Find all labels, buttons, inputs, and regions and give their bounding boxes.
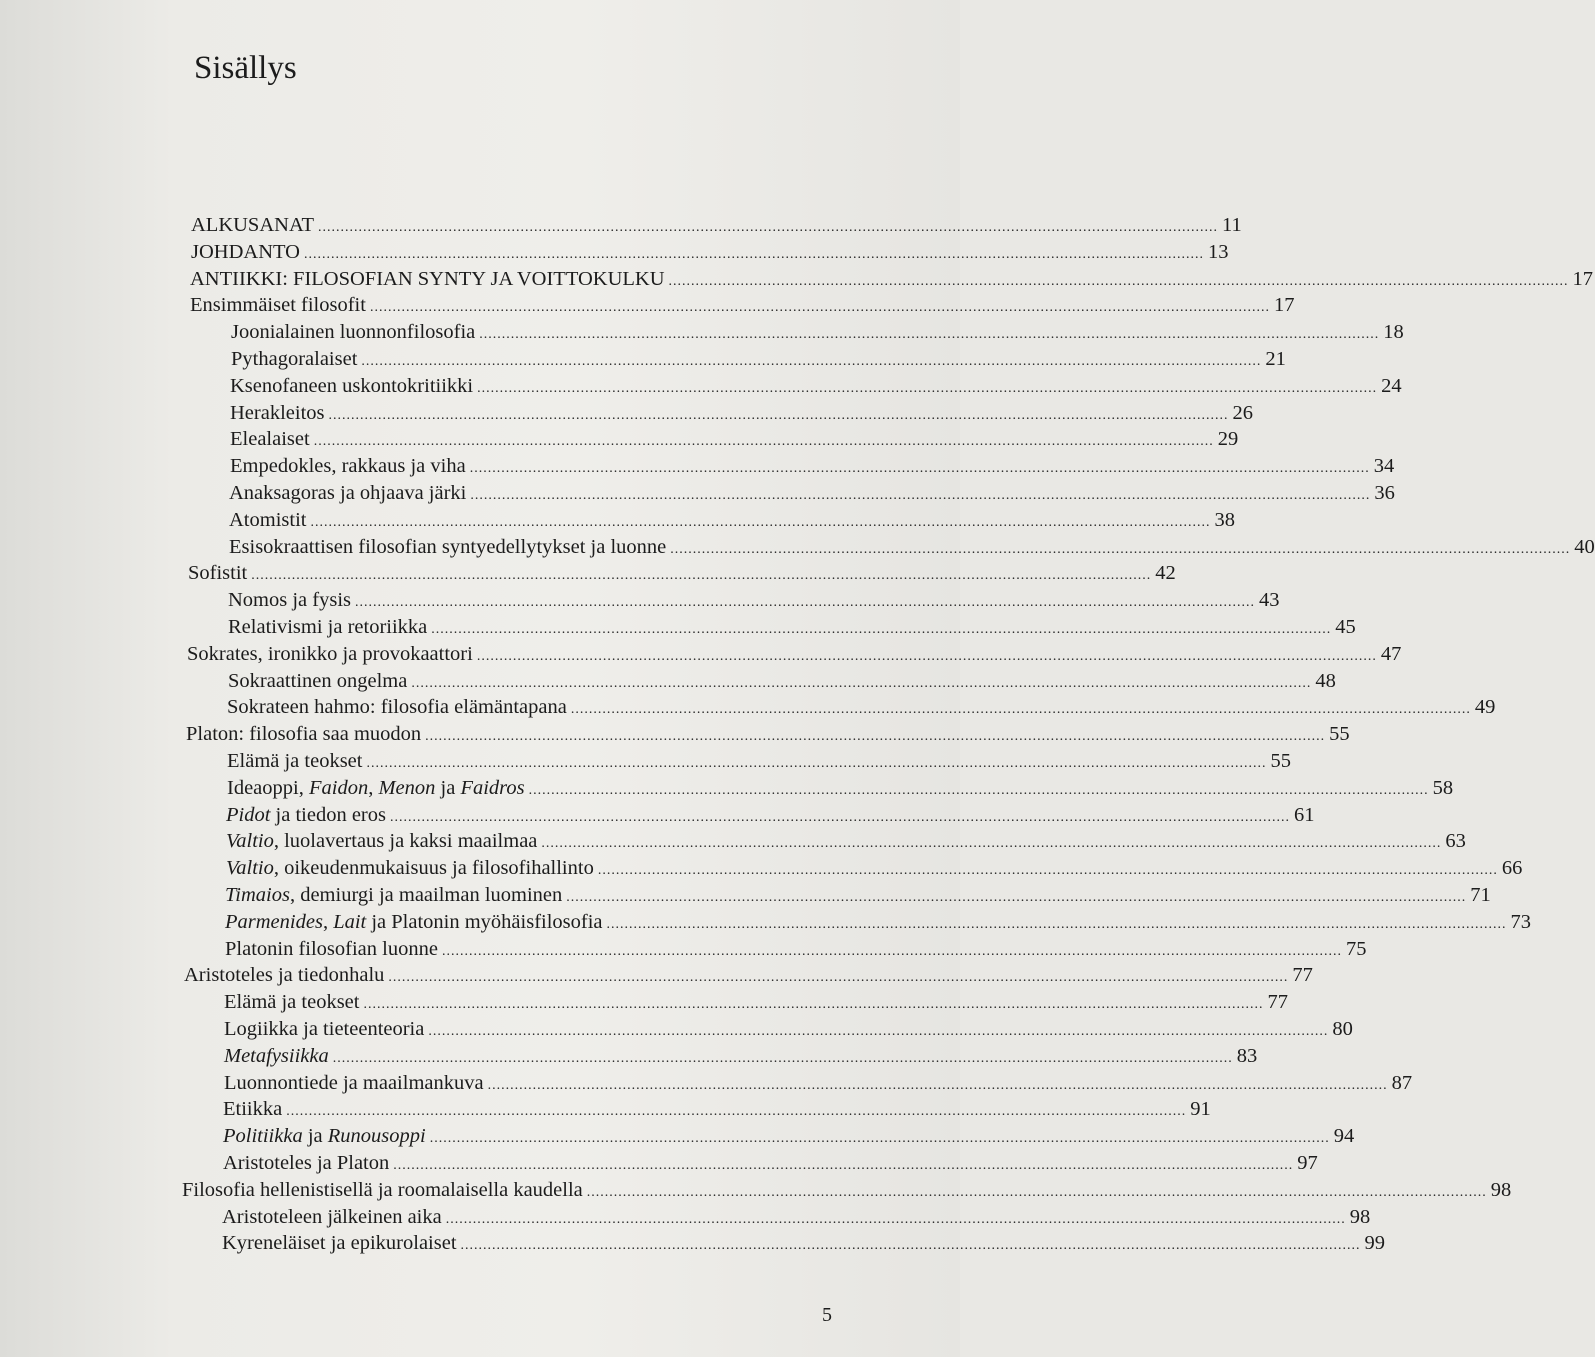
toc-entry bbox=[223, 1096, 1211, 1122]
toc-entry-title: Sofistit bbox=[188, 562, 248, 584]
toc-entry bbox=[190, 266, 1594, 292]
dot-leader: ........................................................................................................................................................................................................ bbox=[670, 542, 1571, 557]
dot-leader: ........................................................................................................................................................................................................ bbox=[328, 408, 1229, 423]
dot-leader: ........................................................................................................................................................................................................ bbox=[361, 354, 1262, 369]
toc-entry-page: 61 bbox=[1294, 804, 1315, 826]
toc-entry-page: 97 bbox=[1297, 1152, 1318, 1174]
toc-entry-title: Joonialainen luonnonfilosofia bbox=[231, 321, 476, 343]
toc-entry-title: Logiikka ja tieteenteoria bbox=[224, 1018, 425, 1040]
toc-entry-page: 43 bbox=[1259, 589, 1280, 611]
dot-leader: ........................................................................................................................................................................................................ bbox=[310, 515, 1211, 530]
dot-leader: ........................................................................................................................................................................................................ bbox=[470, 488, 1371, 503]
dot-leader: ........................................................................................................................................................................................................ bbox=[668, 274, 1569, 289]
dot-leader: ........................................................................................................................................................................................................ bbox=[441, 944, 1342, 959]
toc-entry bbox=[225, 936, 1367, 962]
toc-entry-title: Valtio, oikeudenmukaisuus ja filosofihallinto bbox=[226, 857, 594, 879]
toc-entry-title: Sokraattinen ongelma bbox=[228, 670, 408, 692]
page-title: Sisällys bbox=[194, 50, 297, 86]
dot-leader: ........................................................................................................................................................................................................ bbox=[332, 1051, 1233, 1066]
toc-entry-page: 63 bbox=[1445, 830, 1466, 852]
toc-entry bbox=[224, 989, 1288, 1015]
dot-leader: ........................................................................................................................................................................................................ bbox=[303, 247, 1204, 262]
toc-entry bbox=[228, 614, 1356, 640]
toc-entry bbox=[182, 1177, 1512, 1203]
toc-entry-title: Nomos ja fysis bbox=[228, 589, 351, 611]
toc-entry-page: 91 bbox=[1190, 1098, 1211, 1120]
toc-entry-title: Ksenofaneen uskontokritiikki bbox=[230, 375, 474, 397]
toc-entry bbox=[222, 1230, 1386, 1256]
toc-entry-title: Filosofia hellenistisellä ja roomalaisella kaudella bbox=[182, 1179, 583, 1201]
toc-entry bbox=[223, 1123, 1355, 1149]
toc-entry-title: Elämä ja teokset bbox=[224, 991, 360, 1013]
toc-entry bbox=[230, 373, 1402, 399]
dot-leader: ........................................................................................................................................................................................................ bbox=[355, 595, 1255, 610]
toc-entry-title: Sokrates, ironikko ja provokaattori bbox=[187, 643, 473, 665]
toc-entry bbox=[224, 1070, 1413, 1096]
dot-leader: ........................................................................................................................................................................................................ bbox=[390, 810, 1290, 825]
dot-leader: ........................................................................................................................................................................................................ bbox=[425, 729, 1326, 744]
dot-leader: ........................................................................................................................................................................................................ bbox=[318, 220, 1218, 235]
dot-leader: ........................................................................................................................................................................................................ bbox=[597, 863, 1498, 878]
toc-entry-title: Ideaoppi, Faidon, Menon ja Faidros bbox=[227, 777, 525, 799]
toc-entry-page: 42 bbox=[1155, 562, 1176, 584]
toc-entry-title: Relativismi ja retoriikka bbox=[228, 616, 428, 638]
toc-entry-page: 29 bbox=[1217, 428, 1239, 450]
toc-entry-title: Timaios, demiurgi ja maailman luominen bbox=[225, 884, 563, 906]
toc-entry bbox=[231, 346, 1286, 372]
toc-entry bbox=[229, 480, 1395, 506]
toc-entry bbox=[229, 507, 1235, 533]
toc-entry-title: ALKUSANAT bbox=[191, 214, 314, 236]
dot-leader: ........................................................................................................................................................................................................ bbox=[477, 381, 1378, 396]
toc-entry-page: 99 bbox=[1364, 1232, 1386, 1254]
toc-entry-title: Anaksagoras ja ohjaava järki bbox=[229, 482, 467, 504]
toc-entry bbox=[226, 802, 1315, 828]
toc-entry bbox=[226, 828, 1466, 854]
toc-entry-title: Valtio, luolavertaus ja kaksi maailmaa bbox=[226, 830, 538, 852]
toc-entry-title: Empedokles, rakkaus ja viha bbox=[230, 455, 466, 477]
toc-entry-title: Esisokraattisen filosofian syntyedellytykset ja luonne bbox=[229, 536, 667, 558]
toc-entry-title: Luonnontiede ja maailmankuva bbox=[224, 1072, 484, 1094]
toc-entry-title: Aristoteles ja tiedonhalu bbox=[184, 964, 385, 986]
toc-entry-title: Herakleitos bbox=[230, 402, 325, 424]
toc-entry-page: 49 bbox=[1474, 696, 1496, 718]
toc-entry-page: 66 bbox=[1501, 857, 1523, 879]
toc-entry-page: 13 bbox=[1207, 241, 1229, 263]
dot-leader: ........................................................................................................................................................................................................ bbox=[286, 1104, 1187, 1119]
dot-leader: ........................................................................................................................................................................................................ bbox=[541, 836, 1442, 851]
toc-entry bbox=[187, 641, 1402, 667]
dot-leader: ........................................................................................................................................................................................................ bbox=[445, 1212, 1346, 1227]
toc-entry-title: Atomistit bbox=[229, 509, 307, 531]
toc-entry-title: Platonin filosofian luonne bbox=[225, 938, 438, 960]
toc-entry-page: 83 bbox=[1236, 1045, 1258, 1067]
toc-entry-page: 98 bbox=[1490, 1179, 1512, 1201]
toc-entry bbox=[191, 212, 1242, 238]
toc-entry-page: 45 bbox=[1335, 616, 1356, 638]
toc-entry bbox=[224, 1016, 1353, 1042]
toc-entry-title: ANTIIKKI: FILOSOFIAN SYNTY JA VOITTOKULKU bbox=[190, 268, 665, 290]
dot-leader: ........................................................................................................................................................................................................ bbox=[431, 622, 1332, 637]
toc-entry bbox=[190, 292, 1295, 318]
toc-entry bbox=[230, 426, 1239, 452]
toc-entry-title: Platon: filosofia saa muodon bbox=[186, 723, 422, 745]
dot-leader: ........................................................................................................................................................................................................ bbox=[566, 890, 1467, 905]
dot-leader: ........................................................................................................................................................................................................ bbox=[251, 568, 1152, 583]
dot-leader: ........................................................................................................................................................................................................ bbox=[393, 1158, 1294, 1173]
dot-leader: ........................................................................................................................................................................................................ bbox=[570, 702, 1471, 717]
toc-entry-page: 75 bbox=[1345, 938, 1367, 960]
toc-entry-page: 55 bbox=[1329, 723, 1350, 745]
toc-entry-title: JOHDANTO bbox=[191, 241, 300, 263]
toc-entry bbox=[191, 239, 1229, 265]
toc-entry bbox=[228, 668, 1336, 694]
dot-leader: ........................................................................................................................................................................................................ bbox=[388, 970, 1289, 985]
dot-leader: ........................................................................................................................................................................................................ bbox=[606, 917, 1507, 932]
toc-entry-page: 71 bbox=[1470, 884, 1491, 906]
toc-entry bbox=[230, 453, 1395, 479]
toc-entry-page: 47 bbox=[1380, 643, 1402, 665]
dot-leader: ........................................................................................................................................................................................................ bbox=[313, 434, 1214, 449]
dot-leader: ........................................................................................................................................................................................................ bbox=[487, 1078, 1388, 1093]
toc-entry-title: Etiikka bbox=[223, 1098, 283, 1120]
toc-entry bbox=[226, 855, 1523, 881]
toc-entry bbox=[225, 882, 1491, 908]
toc-entry-page: 77 bbox=[1292, 964, 1313, 986]
toc-entry-page: 55 bbox=[1270, 750, 1291, 772]
toc-entry-title: Elealaiset bbox=[230, 428, 310, 450]
toc-entry-title: Kyreneläiset ja epikurolaiset bbox=[222, 1232, 457, 1254]
dot-leader: ........................................................................................................................................................................................................ bbox=[369, 300, 1270, 315]
toc-entry bbox=[228, 587, 1280, 613]
page-number: 5 bbox=[822, 1304, 832, 1326]
toc-entry bbox=[223, 1150, 1318, 1176]
dot-leader: ........................................................................................................................................................................................................ bbox=[476, 649, 1377, 664]
toc-entry-title: Politiikka ja Runousoppi bbox=[223, 1125, 426, 1147]
toc-entry-page: 21 bbox=[1265, 348, 1286, 370]
dot-leader: ........................................................................................................................................................................................................ bbox=[469, 461, 1370, 476]
toc-entry-title: Elämä ja teokset bbox=[227, 750, 363, 772]
toc-entry-title: Pidot ja tiedon eros bbox=[226, 804, 386, 826]
toc-entry-page: 17 bbox=[1273, 294, 1295, 316]
dot-leader: ........................................................................................................................................................................................................ bbox=[528, 783, 1429, 798]
toc-entry bbox=[231, 319, 1404, 345]
toc-entry bbox=[227, 748, 1291, 774]
toc-entry-page: 48 bbox=[1315, 670, 1336, 692]
toc-entry-title: Sokrateen hahmo: filosofia elämäntapana bbox=[227, 696, 567, 718]
toc-entry bbox=[225, 909, 1532, 935]
toc-entry bbox=[224, 1043, 1258, 1069]
toc-entry-title: Ensimmäiset filosofit bbox=[190, 294, 366, 316]
toc-entry-title: Metafysiikka bbox=[224, 1045, 329, 1067]
toc-entry-page: 77 bbox=[1267, 991, 1288, 1013]
toc-entry bbox=[229, 534, 1595, 560]
toc-entry-page: 98 bbox=[1349, 1206, 1371, 1228]
dot-leader: ........................................................................................................................................................................................................ bbox=[460, 1238, 1361, 1253]
dot-leader: ........................................................................................................................................................................................................ bbox=[429, 1131, 1330, 1146]
dot-leader: ........................................................................................................................................................................................................ bbox=[363, 997, 1264, 1012]
toc-entry-page: 87 bbox=[1391, 1072, 1413, 1094]
dot-leader: ........................................................................................................................................................................................................ bbox=[366, 756, 1267, 771]
toc-entry-page: 17 bbox=[1572, 268, 1594, 290]
toc-entry-title: Pythagoralaiset bbox=[231, 348, 358, 370]
dot-leader: ........................................................................................................................................................................................................ bbox=[586, 1185, 1487, 1200]
toc-entry-page: 58 bbox=[1432, 777, 1454, 799]
toc-entry-page: 73 bbox=[1510, 911, 1532, 933]
toc-entry-page: 26 bbox=[1232, 402, 1253, 424]
toc-entry-page: 36 bbox=[1374, 482, 1395, 504]
toc-entry-page: 24 bbox=[1381, 375, 1402, 397]
dot-leader: ........................................................................................................................................................................................................ bbox=[428, 1024, 1329, 1039]
toc-entry-page: 38 bbox=[1214, 509, 1235, 531]
toc-entry bbox=[227, 775, 1454, 801]
toc-entry-page: 80 bbox=[1332, 1018, 1353, 1040]
toc-entry-title: Parmenides, Lait ja Platonin myöhäisfilosofia bbox=[225, 911, 603, 933]
toc-entry-title: Aristoteleen jälkeinen aika bbox=[222, 1206, 442, 1228]
toc-entry bbox=[227, 694, 1496, 720]
toc-entry-page: 34 bbox=[1373, 455, 1395, 477]
dot-leader: ........................................................................................................................................................................................................ bbox=[411, 676, 1312, 691]
toc-entry bbox=[186, 721, 1350, 747]
toc-entry-page: 94 bbox=[1333, 1125, 1355, 1147]
toc-entry-page: 18 bbox=[1383, 321, 1404, 343]
toc-entry bbox=[222, 1204, 1371, 1230]
toc-entry bbox=[230, 400, 1253, 426]
toc-entry-title: Aristoteles ja Platon bbox=[223, 1152, 390, 1174]
toc-entry bbox=[184, 962, 1313, 988]
dot-leader: ........................................................................................................................................................................................................ bbox=[479, 327, 1380, 342]
toc-entry bbox=[188, 560, 1176, 586]
toc-entry-page: 11 bbox=[1222, 214, 1242, 236]
toc-entry-page: 40 bbox=[1574, 536, 1595, 558]
